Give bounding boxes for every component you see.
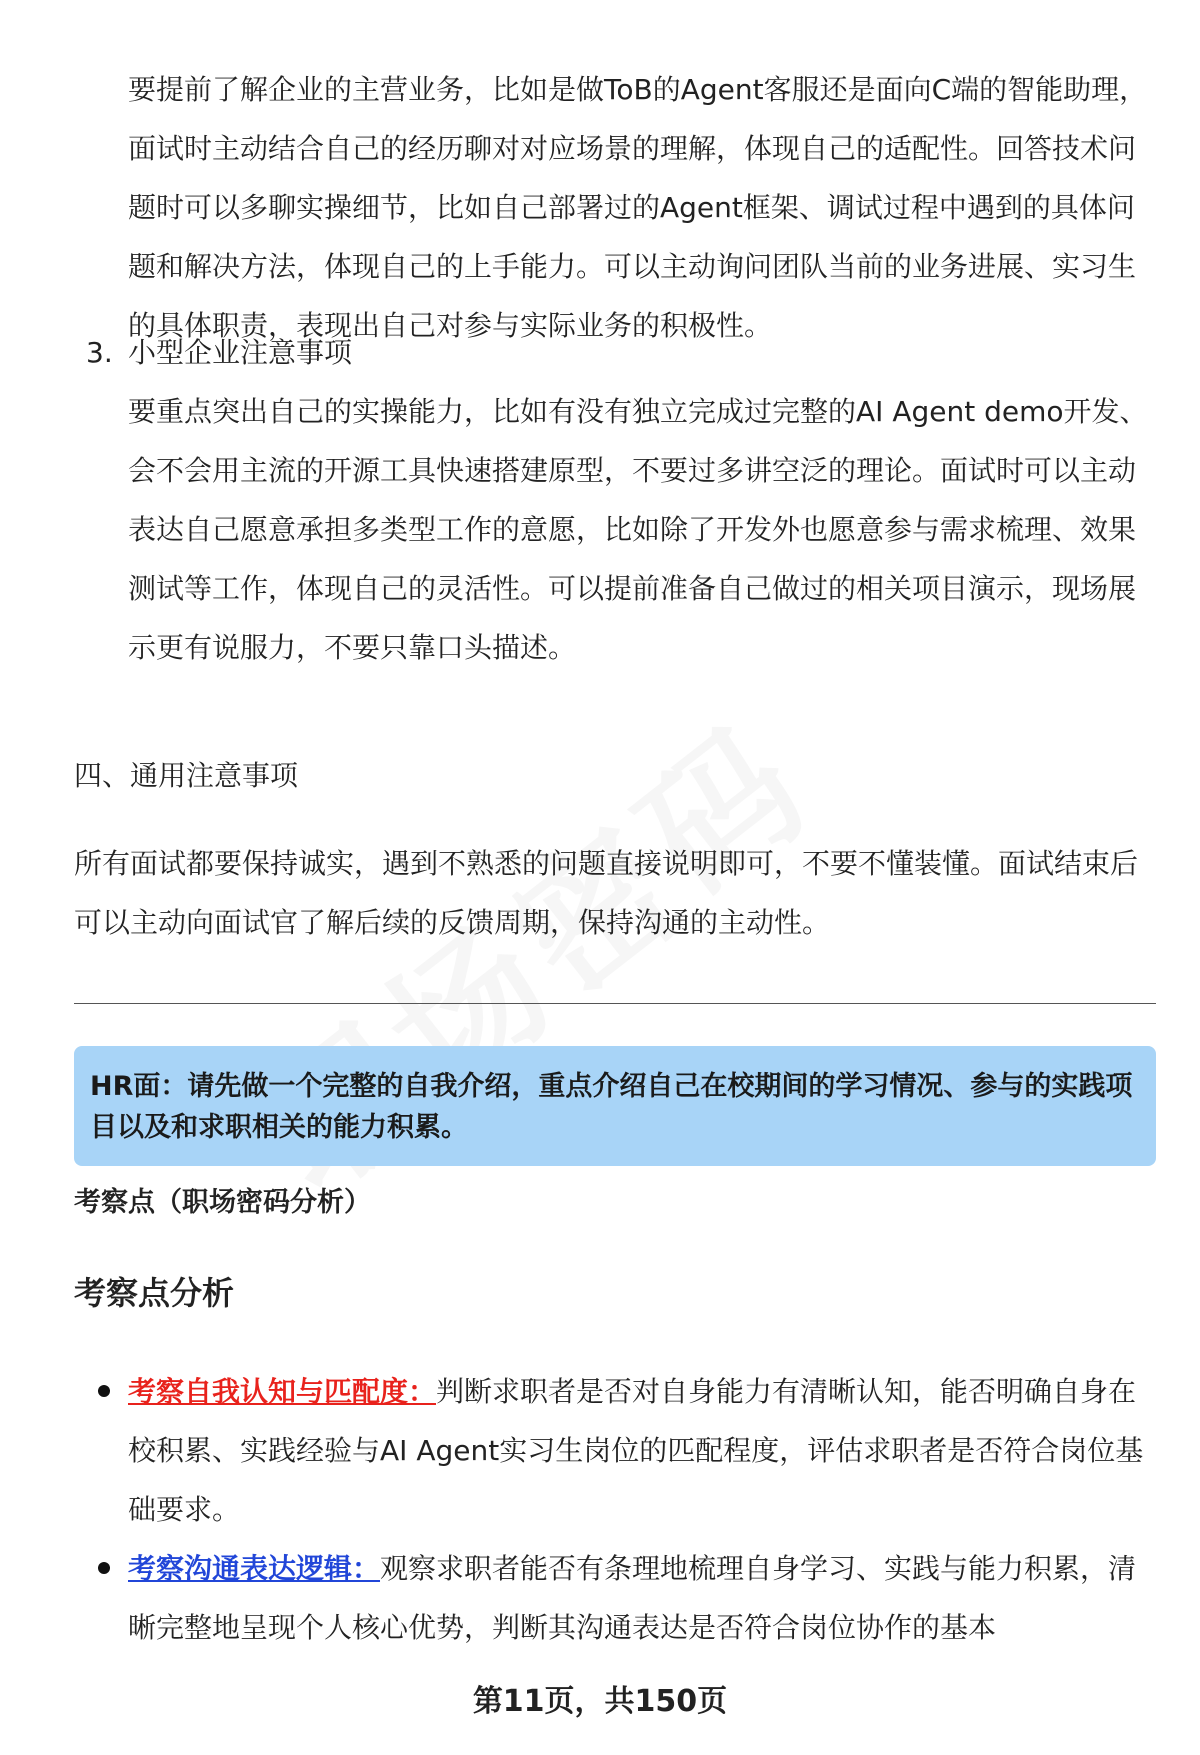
bullet-1-text: 判断求职者是否对自身能力有清晰认知，能否明确自身在校积累、实践经验与AI Agent实习生岗位的匹配程度，评估求职者是否符合岗位基础要求。	[128, 1375, 1144, 1526]
bullet-item-1	[128, 1362, 1156, 1539]
bullet-2-highlight: 考察沟通表达逻辑：	[128, 1552, 381, 1585]
bullet-1-highlight: 考察自我认知与匹配度：	[128, 1375, 437, 1408]
bullet-dot	[98, 1562, 110, 1574]
bullet-2-text: 观察求职者能否有条理地梳理自身学习、实践与能力积累，清晰完整地呈现个人核心优势，判断其沟通表达是否符合岗位协作的基本	[128, 1552, 1137, 1644]
section4-body: 所有面试都要保持诚实，遇到不熟悉的问题直接说明即可，不要不懂装懂。面试结束后可以主动向面试官了解后续的反馈周期，保持沟通的主动性。	[74, 847, 1139, 939]
bullet-dot	[98, 1385, 110, 1397]
page-footer: 第11页，共150页	[472, 1684, 728, 1719]
list-number-3: 3.	[86, 336, 113, 369]
exam-point-label: 考察点（职场密码分析）	[74, 1187, 371, 1218]
hr-question: HR面：请先做一个完整的自我介绍，重点介绍自己在校期间的学习情况、参与的实践项目以及和求职相关的能力积累。	[90, 1071, 1133, 1143]
analysis-title: 考察点分析	[74, 1274, 235, 1312]
bullet-item-2	[128, 1539, 1156, 1657]
item3-title: 小型企业注意事项	[128, 336, 353, 369]
item3-body: 要重点突出自己的实操能力，比如有没有独立完成过完整的AI Agent demo开发、会不会用主流的开源工具快速搭建原型，不要过多讲空泛的理论。面试时可以主动表达自己愿意承担多类型工作的意愿，比如除了开发外也愿意参与需求梳理、效果测试等工作，体现自己的灵活性。可以提前准备自己做过的相关项目演示，现场展示更有说服力，不要只靠口头描述。	[128, 395, 1148, 664]
divider	[74, 1003, 1156, 1004]
top-paragraph: 要提前了解企业的主营业务，比如是做ToB的Agent客服还是面向C端的智能助理，面试时主动结合自己的经历聊对对应场景的理解，体现自己的适配性。回答技术问题时可以多聊实操细节，比如自己部署过的Agent框架、调试过程中遇到的具体问题和解决方法，体现自己的上手能力。可以主动询问团队当前的业务进展、实习生的具体职责，表现出自己对参与实际业务的积极性。	[128, 73, 1148, 342]
section4-title: 四、通用注意事项	[74, 759, 299, 792]
hr-question-box	[74, 1046, 1156, 1166]
